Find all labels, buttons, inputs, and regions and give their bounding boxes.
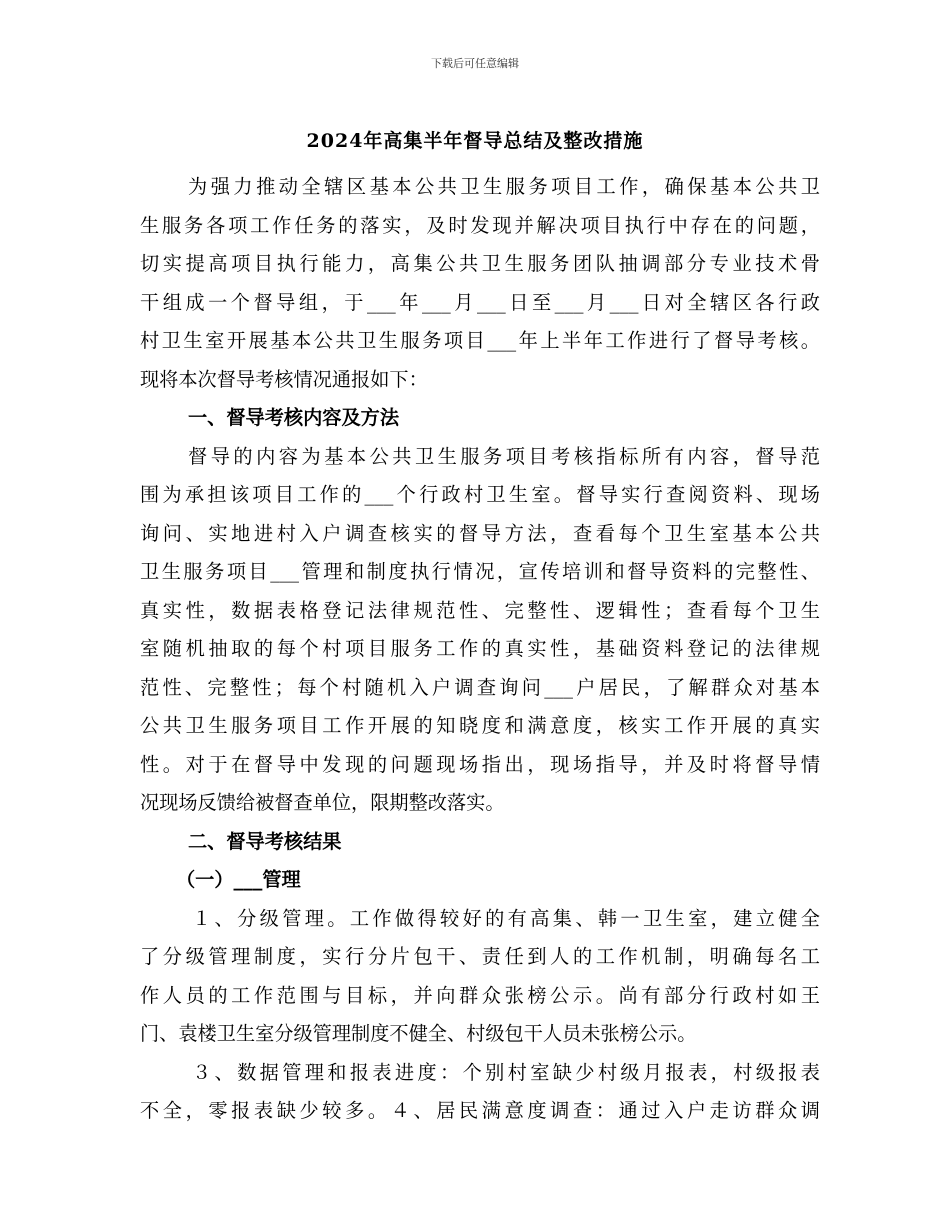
section-heading: （一）___管理 [176, 868, 301, 891]
body-line: 范性、完整性；每个村随机入户调查询问___户居民，了解群众对基本 [140, 675, 820, 699]
body-line: 室随机抽取的每个村项目服务工作的真实性，基础资料登记的法律规 [140, 637, 820, 660]
body-line: 为强力推动全辖区基本公共卫生服务项目工作，确保基本公共卫 [188, 175, 820, 198]
document-body [140, 168, 820, 1131]
body-line: 公共卫生服务项目工作开展的知晓度和满意度，核实工作开展的真实 [140, 714, 820, 737]
body-line: ３、数据管理和报表进度：个别村室缺少村级月报表，村级报表 [192, 1060, 820, 1084]
body-line: 了分级管理制度，实行分片包干、责任到人的工作机制，明确每名工 [140, 945, 820, 968]
body-line: 干组成一个督导组，于___年___月___日至___月___日对全辖区各行政 [140, 290, 820, 314]
body-line: 况现场反馈给被督查单位，限期整改落实。 [140, 791, 505, 814]
body-line: 切实提高项目执行能力，高集公共卫生服务团队抽调部分专业技术骨 [140, 252, 820, 275]
body-line: 真实性，数据表格登记法律规范性、完整性、逻辑性；查看每个卫生 [140, 598, 820, 622]
body-line: 门、袁楼卫生室分级管理制度不健全、村级包干人员未张榜公示。 [140, 1022, 697, 1045]
section-heading: 二、督导考核结果 [188, 829, 342, 853]
body-line: １、分级管理。工作做得较好的有高集、韩一卫生室，建立健全 [192, 906, 820, 930]
body-line: 不全，零报表缺少较多。４、居民满意度调查：通过入户走访群众调 [140, 1099, 820, 1122]
page-header-note: 下载后可任意编辑 [431, 57, 519, 70]
body-line: 作人员的工作范围与目标，并向群众张榜公示。尚有部分行政村如王 [140, 983, 820, 1007]
body-line: 询问、实地进村入户调查核实的督导方法，查看每个卫生室基本公共 [140, 521, 820, 545]
body-line: 生服务各项工作任务的落实，及时发现并解决项目执行中存在的问题， [140, 213, 820, 237]
body-line: 卫生服务项目___管理和制度执行情况，宣传培训和督导资料的完整性、 [140, 560, 820, 583]
body-line: 督导的内容为基本公共卫生服务项目考核指标所有内容，督导范 [188, 444, 820, 468]
body-line: 村卫生室开展基本公共卫生服务项目___年上半年工作进行了督导考核。 [140, 329, 820, 352]
body-line: 性。对于在督导中发现的问题现场指出，现场指导，并及时将督导情 [140, 752, 820, 776]
body-line: 围为承担该项目工作的___个行政村卫生室。督导实行查阅资料、现场 [140, 483, 820, 506]
section-heading: 一、督导考核内容及方法 [188, 406, 400, 429]
document-title: 2024年高集半年督导总结及整改措施 [306, 130, 644, 152]
body-line: 现将本次督导考核情况通报如下： [140, 367, 428, 391]
